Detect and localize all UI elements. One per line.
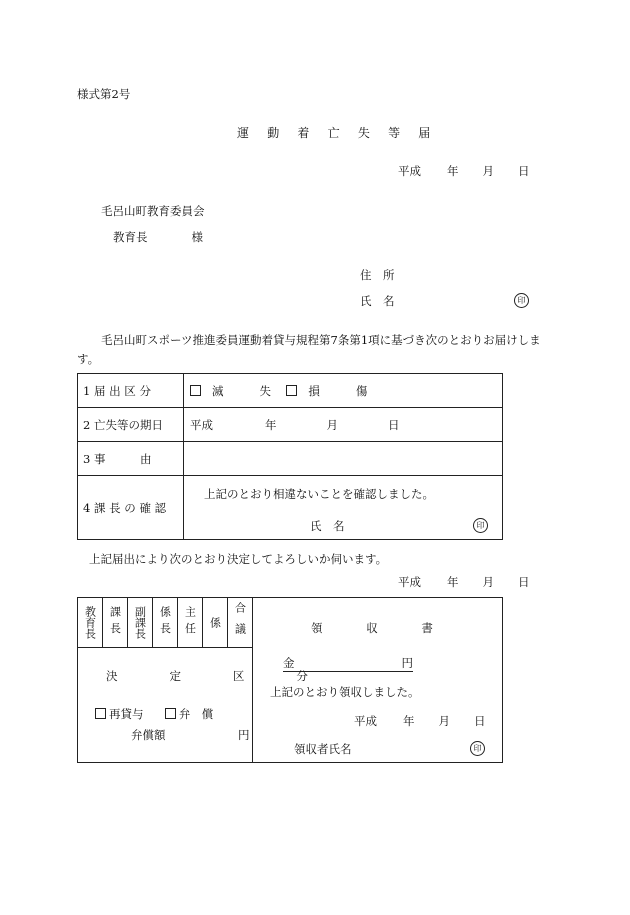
addressee-org: 毛呂山町教育委員会 (101, 204, 205, 218)
checkbox-compensate[interactable] (165, 708, 176, 719)
date-line-2 (398, 574, 530, 590)
position-label: 教育長 (113, 230, 148, 244)
stamp-cell: 係 (203, 598, 228, 648)
date-day: 日 (518, 164, 530, 178)
checkbox-loss[interactable] (190, 385, 201, 396)
opt-damage-b: 傷 (355, 383, 368, 398)
receipt-seal: 印 (470, 740, 485, 756)
compensation-yen: 円 (238, 728, 250, 742)
row4-confirm-cell (184, 476, 503, 540)
honorific: 様 (191, 230, 203, 244)
stamp-cell: 合議 (228, 598, 253, 648)
date2-era: 平成 (398, 575, 421, 589)
stamp-cell: 主任 (178, 598, 203, 648)
applicant-name-label: 氏 名 (360, 294, 395, 308)
form-title: 運 動 着 亡 失 等 届 (237, 126, 438, 140)
row4-text: 上記のとおり相違ないことを確認しました。 (204, 487, 434, 501)
stamp-cell: 係長 (153, 598, 178, 648)
decision-options (95, 706, 213, 722)
date2-day: 日 (518, 575, 530, 589)
stamp-cell: 副課長 (128, 598, 153, 648)
decision-table (77, 597, 503, 763)
date-line (398, 163, 530, 179)
row2-day: 日 (388, 417, 400, 432)
stamp-row (78, 598, 503, 648)
compensation-label: 弁償額 (131, 728, 166, 742)
row3-label: 3 事 由 (78, 442, 184, 476)
row4-name-label: 氏 名 (310, 519, 345, 533)
decision-title: 決 定 区 分 (106, 669, 333, 683)
recipient-label: 領収者氏名 (294, 742, 352, 756)
date2-month: 月 (482, 575, 494, 589)
table-row (78, 408, 503, 442)
table-row (78, 442, 503, 476)
date-month: 月 (482, 164, 494, 178)
receipt-date (354, 713, 486, 729)
amount-unit: 円 (401, 656, 413, 670)
row2-date (184, 408, 503, 442)
row2-label: 2 亡失等の期日 (78, 408, 184, 442)
date2-year: 年 (447, 575, 459, 589)
row1-label: 1 届 出 区 分 (78, 374, 184, 408)
checkbox-relend[interactable] (95, 708, 106, 719)
row4-seal: 印 (473, 517, 488, 533)
applicant-seal: 印 (514, 292, 529, 308)
row1-options (184, 374, 503, 408)
body-text-line2: す。 (77, 352, 100, 366)
amount-label: 金 (283, 656, 295, 670)
opt-relend: 再貸与 (109, 707, 144, 721)
date-year: 年 (447, 164, 459, 178)
receipt-month: 月 (438, 714, 450, 728)
opt-damage-a: 損 (308, 383, 320, 398)
receipt-text: 上記のとおり領収しました。 (270, 685, 420, 699)
row3-reason-field[interactable] (184, 442, 503, 476)
addressee-position (113, 229, 203, 245)
mid-text: 上記届出により次のとおり決定してよろしいか伺います。 (89, 552, 388, 566)
row2-year: 年 (265, 417, 277, 432)
form-number: 様式第2号 (77, 87, 131, 101)
address-label: 住 所 (360, 268, 395, 282)
receipt-day: 日 (474, 714, 486, 728)
checkbox-damage[interactable] (286, 385, 297, 396)
table-row (78, 476, 503, 540)
receipt-era: 平成 (354, 714, 377, 728)
body-text-line1: 毛呂山町スポーツ推進委員運動着貸与規程第7条第1項に基づき次のとおりお届けしま (101, 333, 541, 347)
row2-month: 月 (326, 417, 338, 432)
opt-compensate: 弁 償 (178, 707, 214, 721)
row2-era: 平成 (190, 417, 213, 432)
receipt-title: 領 収 書 (311, 621, 449, 635)
opt-loss-b: 失 (259, 383, 271, 398)
table-row (78, 374, 503, 408)
row4-label: 4 課 長 の 確 認 (78, 476, 184, 540)
opt-loss-a: 滅 (212, 383, 224, 398)
stamp-cell: 課長 (103, 598, 128, 648)
date-era: 平成 (398, 164, 421, 178)
notification-table (77, 373, 503, 540)
receipt-year: 年 (403, 714, 415, 728)
stamp-cell: 教育長 (78, 598, 103, 648)
